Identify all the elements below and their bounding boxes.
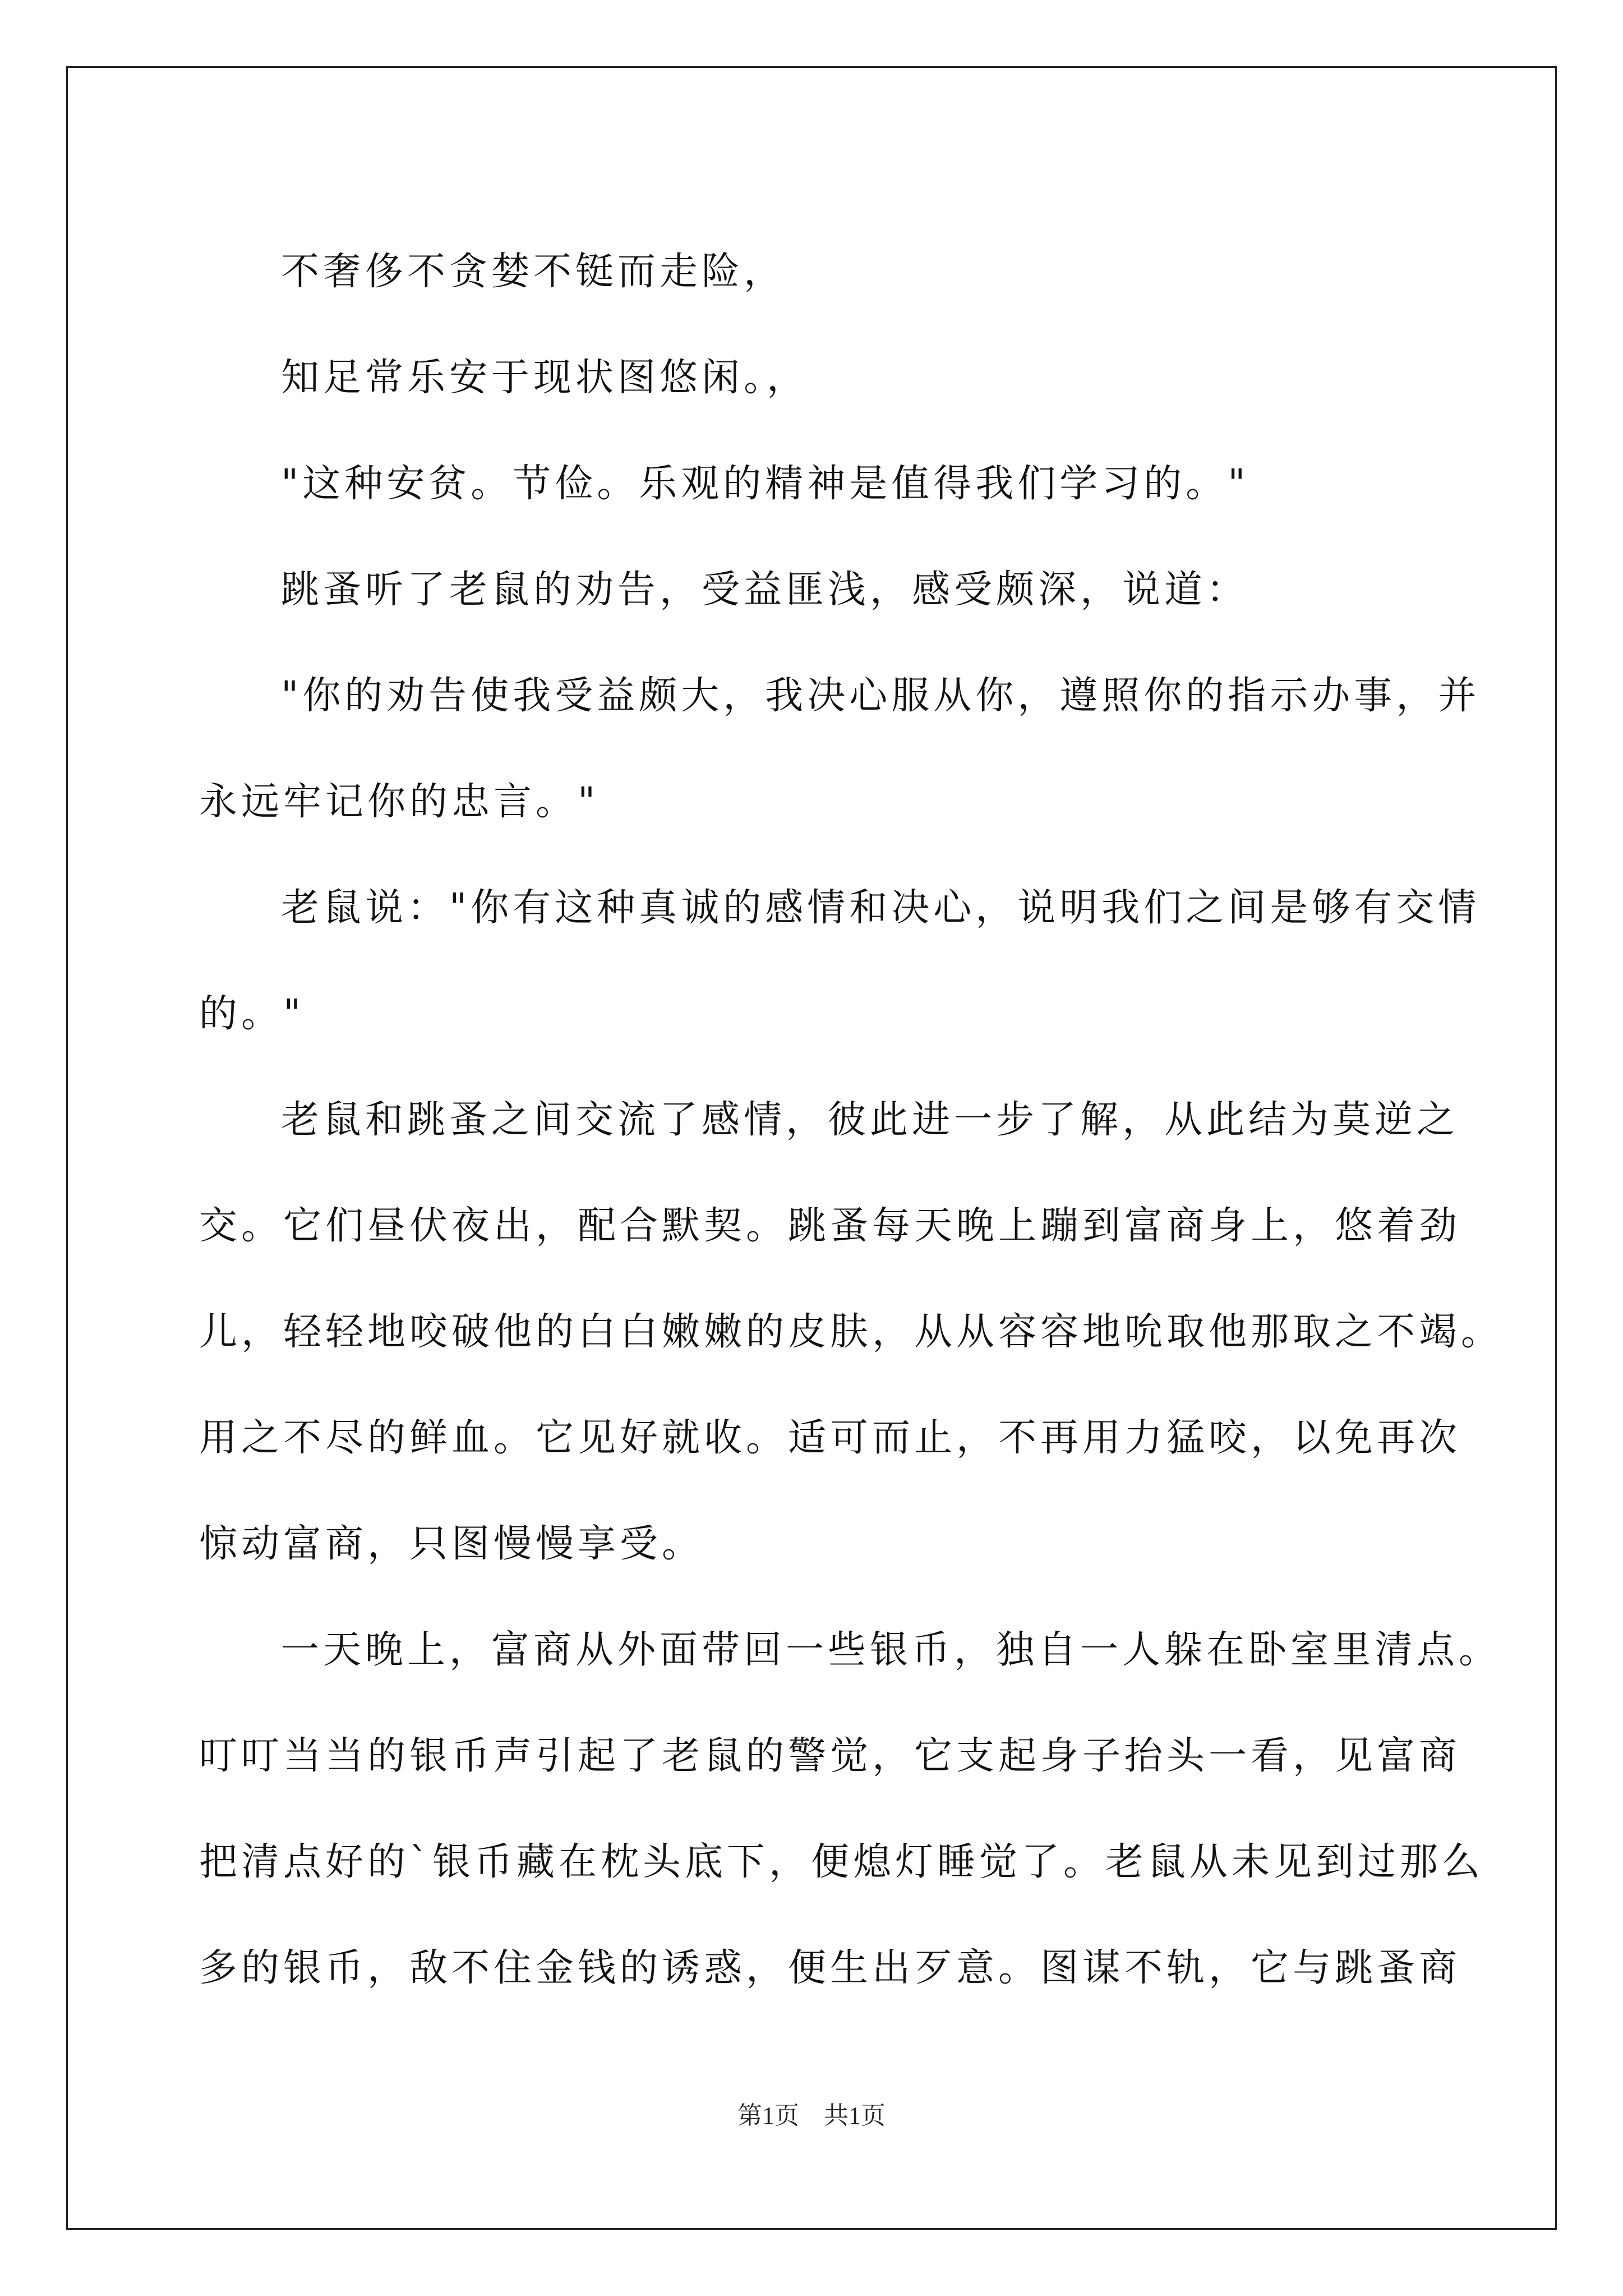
- text-line: 多的银币，敌不住金钱的诱惑，便生出歹意。图谋不轨，它与跳蚤商: [199, 1946, 1461, 1990]
- text-line: 不奢侈不贪婪不铤而走险，: [281, 250, 786, 294]
- text-line: 把清点好的`银币藏在枕头底下，便熄灯睡觉了。老鼠从未见到过那么: [199, 1840, 1484, 1884]
- text-line: 叮叮当当的银币声引起了老鼠的警觉，它支起身子抬头一看，见富商: [199, 1734, 1461, 1778]
- text-line: 一天晚上，富商从外面带回一些银币，独自一人躲在卧室里清点。: [281, 1628, 1501, 1672]
- text-line: 老鼠和跳蚤之间交流了感情，彼此进一步了解，从此结为莫逆之: [281, 1098, 1459, 1142]
- text-line: 儿，轻轻地咬破他的白白嫩嫩的皮肤，从从容容地吮取他那取之不竭。: [199, 1310, 1504, 1354]
- text-line: 交。它们昼伏夜出，配合默契。跳蚤每天晚上蹦到富商身上，悠着劲: [199, 1204, 1461, 1248]
- paragraph-3: [199, 431, 1427, 537]
- text-line: 跳蚤听了老鼠的劝告，受益匪浅，感受颇深，说道：: [281, 568, 1249, 612]
- paragraph-2: [199, 325, 1427, 431]
- page-footer: 第1页 共1页: [737, 2102, 886, 2129]
- document-body: [199, 219, 1504, 2021]
- paragraph-6: [199, 855, 1481, 1067]
- text-line: "这种安贫。节俭。乐观的精神是值得我们学习的。": [281, 462, 1249, 506]
- text-line: 老鼠说："你有这种真诚的感情和决心，说明我们之间是够有交情: [281, 886, 1481, 930]
- text-line: 的。": [199, 992, 305, 1036]
- paragraph-8: [199, 1597, 1501, 2021]
- text-line: 用之不尽的鲜血。它见好就收。适可而止，不再用力猛咬，以免再次: [199, 1416, 1461, 1460]
- text-line: "你的劝告使我受益颇大，我决心服从你，遵照你的指示办事，并: [281, 674, 1481, 718]
- paragraph-1: [199, 219, 1427, 325]
- paragraph-4: [199, 537, 1427, 643]
- text-line: 永远牢记你的忠言。": [199, 780, 600, 824]
- text-line: 惊动富商，只图慢慢享受。: [199, 1522, 704, 1566]
- paragraph-5: [199, 643, 1481, 855]
- paragraph-7: [199, 1067, 1504, 1597]
- text-line: 知足常乐安于现状图悠闲。，: [281, 356, 809, 400]
